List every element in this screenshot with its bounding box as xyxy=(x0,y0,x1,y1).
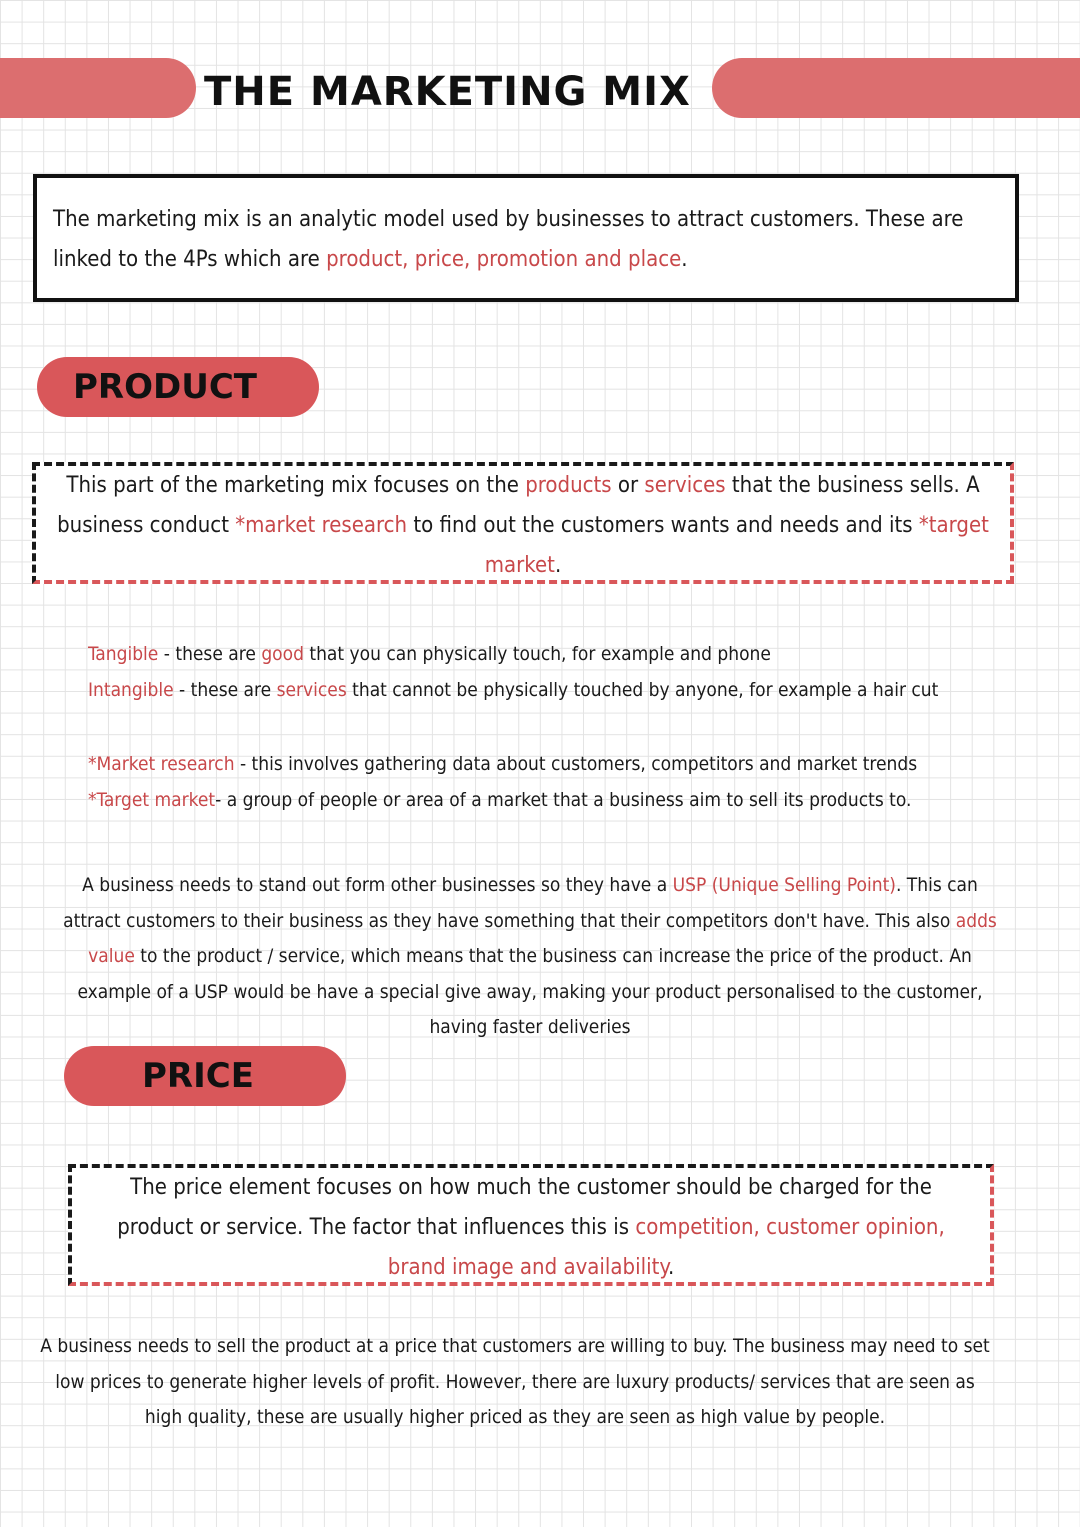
market-research-line xyxy=(88,746,1008,782)
usp-paragraph xyxy=(60,868,1000,1046)
price-heading: PRICE xyxy=(64,1046,346,1106)
product-heading: PRODUCT xyxy=(37,357,319,417)
target-market-highlight: *target market xyxy=(484,513,989,578)
tangible-text-1: - these are xyxy=(158,643,262,665)
intro-box xyxy=(33,174,1019,302)
four-ps-highlight: product, price, promotion and place xyxy=(326,247,682,272)
page-title: THE MARKETING MIX xyxy=(204,69,691,115)
title-banner-left xyxy=(0,58,196,118)
product-definition-box xyxy=(32,462,1014,584)
products-highlight: products xyxy=(525,473,612,498)
product-box-text-5: . xyxy=(554,553,562,578)
glossary-definitions xyxy=(88,746,1008,818)
intangible-term: Intangible xyxy=(88,679,174,701)
market-research-highlight: *market research xyxy=(235,513,408,538)
services-highlight: services xyxy=(644,473,726,498)
usp-text-2: . This can attract customers to their business as they have something that their competitors don't have. This also xyxy=(63,874,978,932)
tangible-line xyxy=(88,636,1008,672)
usp-highlight: USP (Unique Selling Point) xyxy=(672,874,896,896)
usp-text-3: to the product / service, which means that the business can increase the price of the product. An example of a USP would be have a special give away, making your product personalised to the customer, having faster deliveries xyxy=(77,945,983,1038)
price-definition-box xyxy=(68,1164,994,1286)
services-highlight-2: services xyxy=(276,679,347,701)
price-box-text-1: The price element focuses on how much the customer should be charged for the product or service. The factor that influences this is xyxy=(117,1175,932,1240)
product-box-text-3: that the business sells. A business conduct xyxy=(57,473,980,538)
price-box-text-2: . xyxy=(667,1255,675,1280)
target-market-text: - a group of people or area of a market that a business aim to sell its products to. xyxy=(215,789,912,811)
intro-end: . xyxy=(681,247,688,272)
price-paragraph: A business needs to sell the product at a price that customers are willing to buy. The business may need to set low prices to generate higher levels of profit. However, there are luxury products/ services that are seen as high quality, these are usually higher priced as they are seen as high value by people. xyxy=(40,1335,990,1428)
adds-value-highlight: adds value xyxy=(88,909,997,967)
intangible-text-1: - these are xyxy=(173,679,277,701)
target-market-line xyxy=(88,782,1008,818)
tangible-definitions xyxy=(88,636,1008,708)
good-highlight: good xyxy=(261,643,304,665)
product-box-text-4: to find out the customers wants and needs and its xyxy=(407,513,919,538)
market-research-text: - this involves gathering data about customers, competitors and market trends xyxy=(234,753,918,775)
market-research-term: *Market research xyxy=(88,753,235,775)
title-banner-right xyxy=(712,58,1080,118)
intro-text: The marketing mix is an analytic model used by businesses to attract customers. These are linked to the 4Ps which are xyxy=(53,207,964,272)
price-factors-highlight: competition, customer opinion, brand image and availability xyxy=(387,1215,945,1280)
usp-text-1: A business needs to stand out form other businesses so they have a xyxy=(82,874,673,896)
target-market-term: *Target market xyxy=(88,789,216,811)
product-box-text-2: or xyxy=(611,473,645,498)
intangible-text-2: that cannot be physically touched by anyone, for example a hair cut xyxy=(346,679,939,701)
product-box-text-1: This part of the marketing mix focuses on the xyxy=(66,473,526,498)
tangible-text-2: that you can physically touch, for example and phone xyxy=(303,643,771,665)
tangible-term: Tangible xyxy=(88,643,159,665)
intangible-line xyxy=(88,672,1008,708)
